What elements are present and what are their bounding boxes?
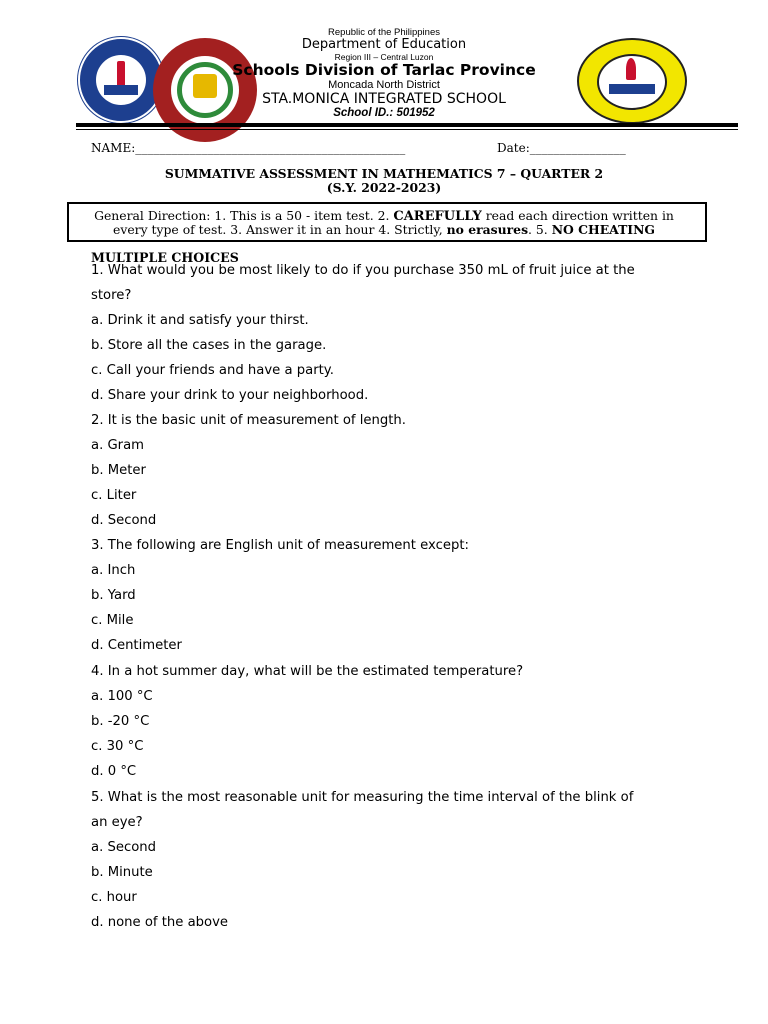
question-4-line-1: 4. In a hot summer day, what will be the estimated temperature? (91, 664, 524, 679)
date-field: Date:________________ (497, 141, 626, 155)
question-4-option-d: d. 0 °C (91, 764, 137, 779)
header-district: Moncada North District (328, 79, 440, 91)
question-1-option-b: b. Store all the cases in the garage. (91, 338, 327, 353)
question-4-option-a: a. 100 °C (91, 689, 153, 704)
direction-line-2: every type of test. 3. Answer it in an hour 4. Strictly, no erasures. 5. NO CHEATING (112, 222, 655, 237)
header-region: Region III – Central Luzon (334, 52, 434, 62)
question-3-line-1: 3. The following are English unit of measurement except: (91, 538, 469, 553)
question-5-option-c: c. hour (91, 890, 137, 905)
header-thick-rule (76, 123, 738, 127)
header-school-name: STA.MONICA INTEGRATED SCHOOL (262, 91, 506, 107)
question-3-option-b: b. Yard (91, 588, 136, 603)
direction-line-1: General Direction: 1. This is a 50 - item test. 2. CAREFULLY read each direction written in (94, 208, 674, 224)
question-4-option-b: b. -20 °C (91, 714, 150, 729)
question-5-option-d: d. none of the above (91, 915, 229, 930)
question-2-option-c: c. Liter (91, 488, 137, 503)
question-5-option-a: a. Second (91, 840, 156, 855)
question-2-line-1: 2. It is the basic unit of measurement of length. (91, 413, 406, 428)
question-2-option-b: b. Meter (91, 463, 146, 478)
question-5-line-1: 5. What is the most reasonable unit for measuring the time interval of the blink of (91, 790, 634, 805)
question-3-option-a: a. Inch (91, 563, 136, 578)
question-2-option-d: d. Second (91, 513, 157, 528)
school-year: (S.Y. 2022-2023) (326, 180, 442, 195)
question-1-option-d: d. Share your drink to your neighborhood. (91, 388, 369, 403)
header-division: Schools Division of Tarlac Province (232, 61, 536, 79)
question-1-option-a: a. Drink it and satisfy your thirst. (91, 313, 309, 328)
assessment-title: SUMMATIVE ASSESSMENT IN MATHEMATICS 7 – QUARTER 2 (164, 166, 604, 181)
section-title: MULTIPLE CHOICES (91, 250, 239, 265)
question-2-option-a: a. Gram (91, 438, 145, 453)
question-1-option-c: c. Call your friends and have a party. (91, 363, 334, 378)
question-5-option-b: b. Minute (91, 865, 153, 880)
header-school-id: School ID.: 501952 (333, 107, 435, 119)
header-thin-rule (76, 129, 738, 130)
header-republic: Republic of the Philippines (328, 27, 440, 38)
header-department: Department of Education (301, 37, 467, 52)
question-3-option-c: c. Mile (91, 613, 134, 628)
question-3-option-d: d. Centimeter (91, 638, 182, 653)
question-5-line-2: an eye? (91, 815, 143, 830)
name-field: NAME:_____________________________________________ (91, 141, 406, 155)
question-1-line-1: 1. What would you be most likely to do if you purchase 350 mL of fruit juice at the (91, 263, 635, 278)
question-4-option-c: c. 30 °C (91, 739, 144, 754)
question-1-line-2: store? (91, 288, 132, 303)
